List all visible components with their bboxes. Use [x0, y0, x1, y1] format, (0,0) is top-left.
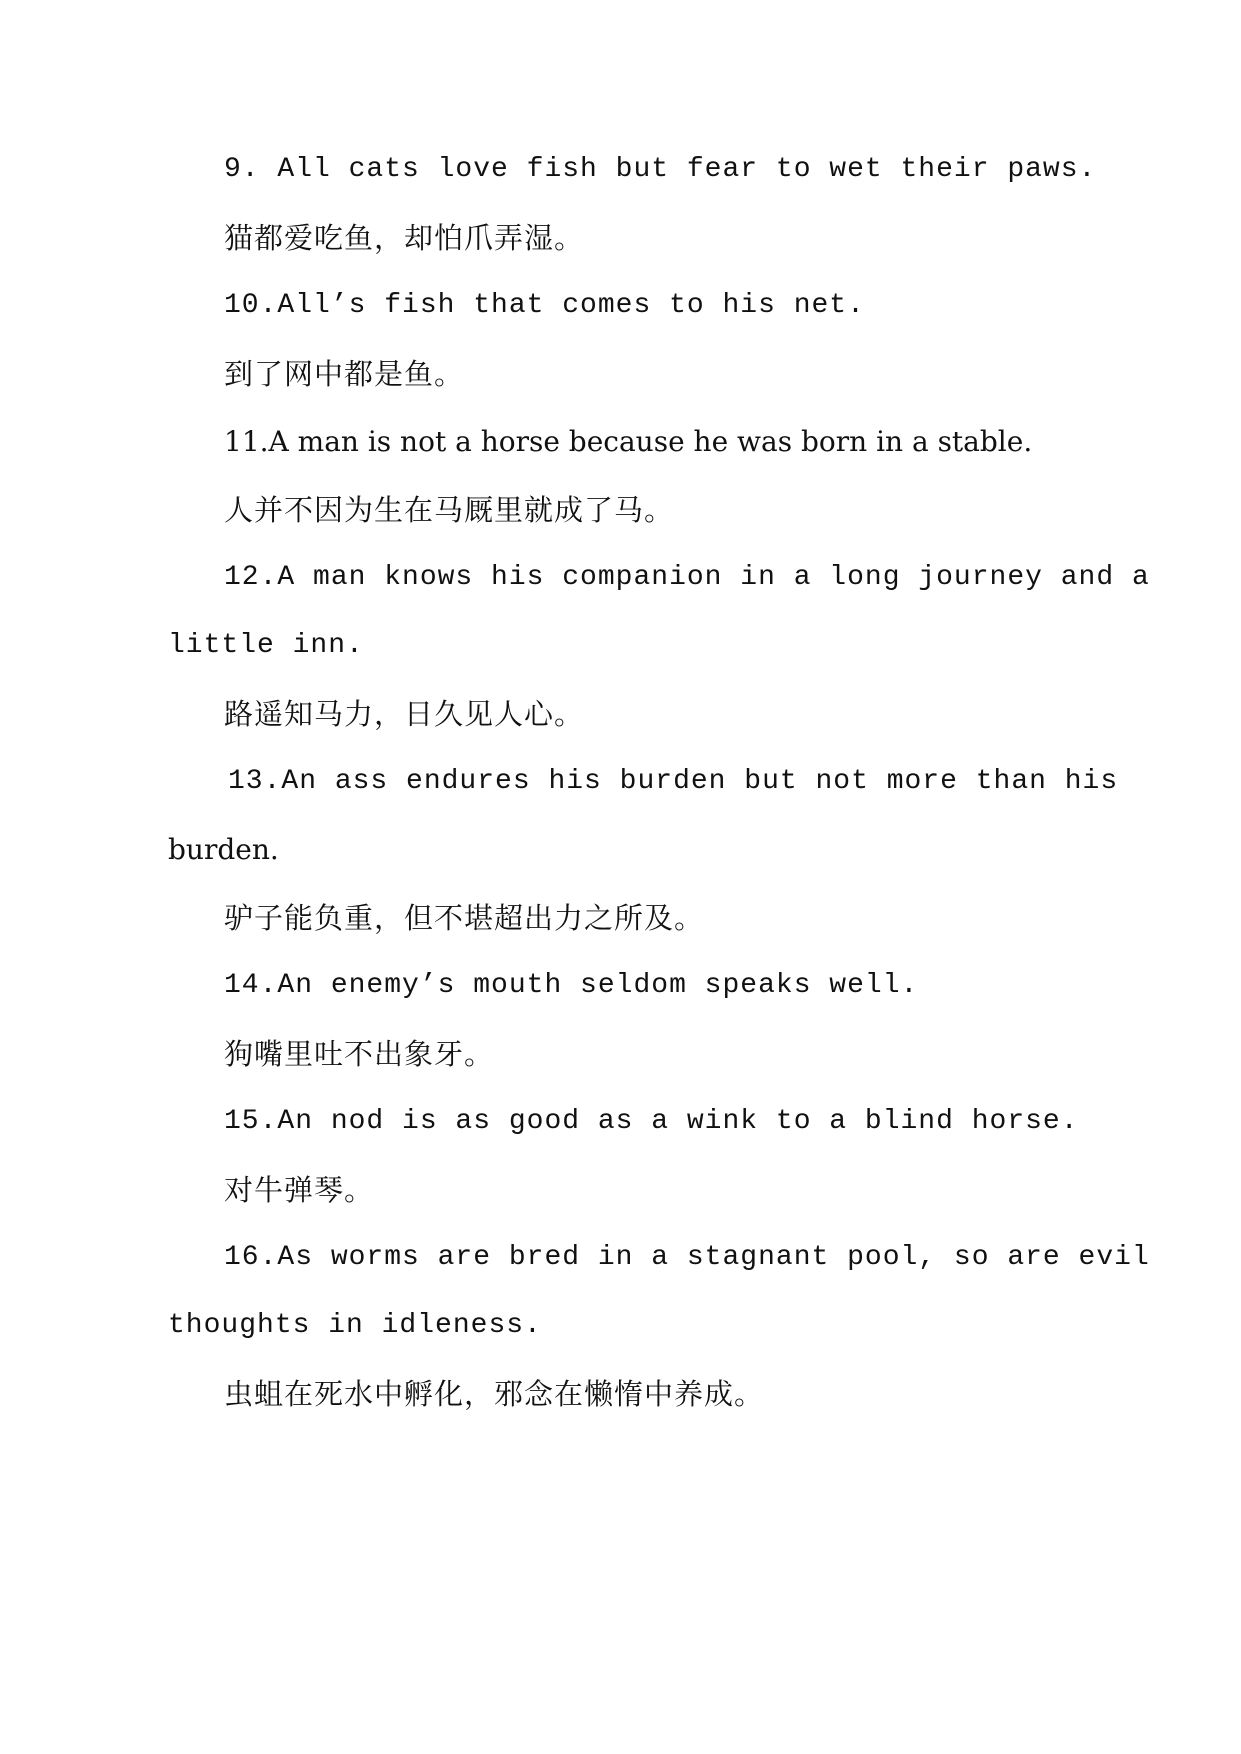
proverb-13-english-line-1: 13.An ass endures his burden but not more than his	[228, 766, 1119, 797]
proverb-9-english: 9. All cats love fish but fear to wet their paws.	[224, 154, 1097, 185]
proverb-10-chinese: 到了网中都是鱼。	[224, 357, 465, 391]
proverb-12-english-line-1: 12.A man knows his companion in a long journey and a	[224, 562, 1150, 593]
proverb-11-english: 11.A man is not a horse because he was born in a stable.	[224, 425, 1033, 458]
proverb-16-english-line-1: 16.As worms are bred in a stagnant pool, so are evil	[224, 1242, 1150, 1273]
proverb-15-chinese: 对牛弹琴。	[224, 1173, 375, 1207]
proverb-14-english: 14.An enemy’s mouth seldom speaks well.	[224, 970, 919, 1001]
proverb-13-english-line-2: burden.	[168, 833, 279, 866]
proverb-11-chinese: 人并不因为生在马厩里就成了马。	[224, 493, 675, 527]
proverb-16-chinese: 虫蛆在死水中孵化，邪念在懒惰中养成。	[224, 1377, 765, 1411]
proverb-12-english-line-2: little inn.	[168, 630, 364, 661]
proverb-13-chinese: 驴子能负重，但不堪超出力之所及。	[224, 901, 705, 935]
proverb-9-chinese: 猫都爱吃鱼，却怕爪弄湿。	[224, 221, 585, 255]
proverb-12-chinese: 路遥知马力，日久见人心。	[224, 697, 585, 731]
proverb-10-english: 10.All’s fish that comes to his net.	[224, 290, 865, 321]
proverb-15-english: 15.An nod is as good as a wink to a blind horse.	[224, 1106, 1079, 1137]
proverb-16-english-line-2: thoughts in idleness.	[168, 1310, 542, 1341]
proverb-14-chinese: 狗嘴里吐不出象牙。	[224, 1037, 495, 1071]
